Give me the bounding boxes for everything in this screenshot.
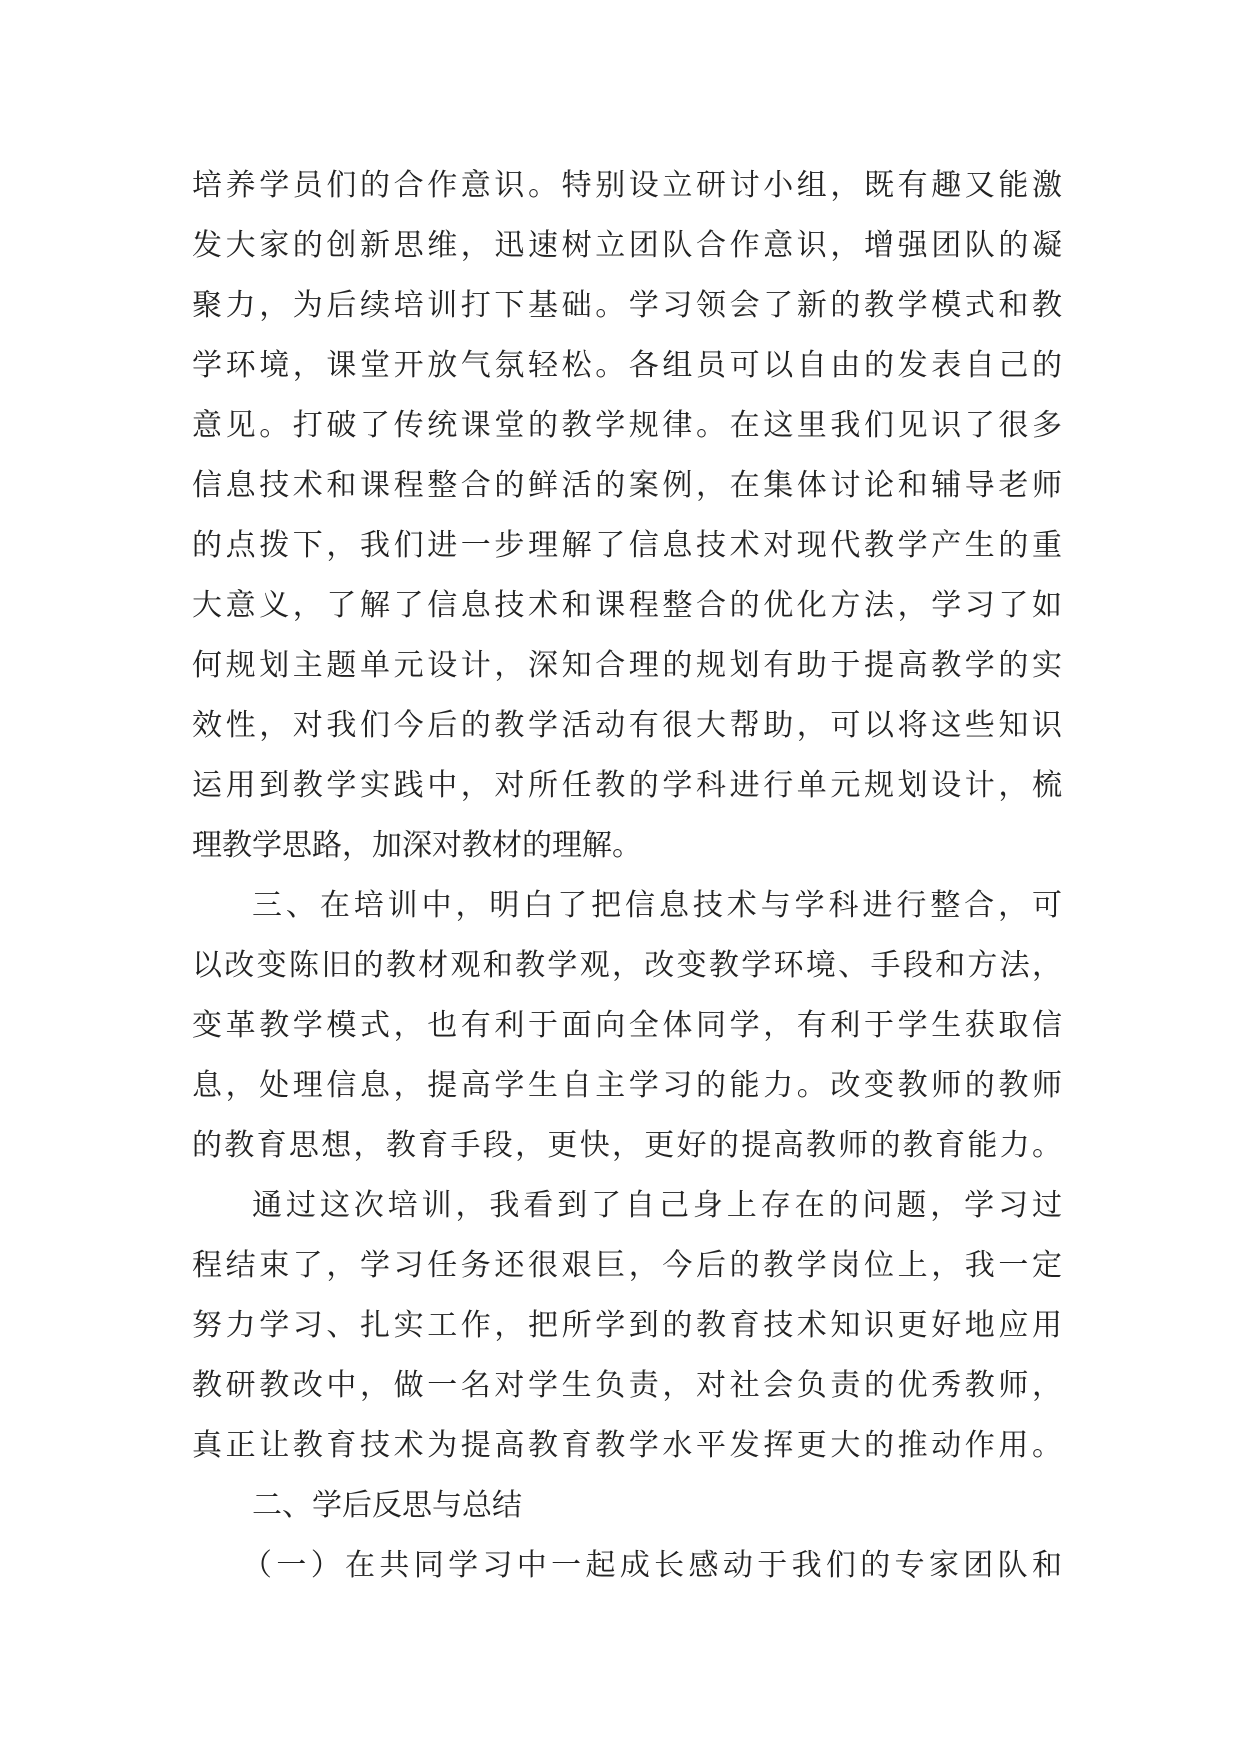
paragraph-conclusion-start: 通过这次培训，我看到了自己身上存在的问题，学习过 — [252, 1188, 1062, 1223]
text-line: 真正让教育技术为提高教育教学水平发挥更大的推动作用。 — [192, 1428, 1062, 1463]
text-line: 教研教改中，做一名对学生负责，对社会负责的优秀教师， — [192, 1368, 1062, 1403]
text-line: 意见。打破了传统课堂的教学规律。在这里我们见识了很多 — [192, 408, 1062, 443]
body-text — [192, 156, 1062, 1596]
text-line: 学环境，课堂开放气氛轻松。各组员可以自由的发表自己的 — [192, 348, 1062, 383]
subsection-heading-one: （一）在共同学习中一起成长感动于我们的专家团队和 — [242, 1548, 1062, 1583]
text-line: 培养学员们的合作意识。特别设立研讨小组，既有趣又能激 — [192, 168, 1062, 203]
text-line: 聚力，为后续培训打下基础。学习领会了新的教学模式和教 — [192, 288, 1062, 323]
text-line: 的点拨下，我们进一步理解了信息技术对现代教学产生的重 — [192, 528, 1062, 563]
text-line: 理教学思路，加深对教材的理解。 — [192, 828, 642, 863]
text-line: 效性，对我们今后的教学活动有很大帮助，可以将这些知识 — [192, 708, 1062, 743]
text-line: 大意义，了解了信息技术和课程整合的优化方法，学习了如 — [192, 588, 1062, 623]
text-line: 发大家的创新思维，迅速树立团队合作意识，增强团队的凝 — [192, 228, 1062, 263]
paragraph-three-start: 三、在培训中，明白了把信息技术与学科进行整合，可 — [252, 888, 1062, 923]
section-heading-reflection: 二、学后反思与总结 — [252, 1488, 522, 1523]
text-line: 信息技术和课程整合的鲜活的案例，在集体讨论和辅导老师 — [192, 468, 1062, 503]
text-line: 的教育思想，教育手段，更快，更好的提高教师的教育能力。 — [192, 1128, 1062, 1163]
text-line: 何规划主题单元设计，深知合理的规划有助于提高教学的实 — [192, 648, 1062, 683]
text-line: 努力学习、扎实工作，把所学到的教育技术知识更好地应用 — [192, 1308, 1062, 1343]
text-line: 变革教学模式，也有利于面向全体同学，有利于学生获取信 — [192, 1008, 1062, 1043]
text-line: 以改变陈旧的教材观和教学观，改变教学环境、手段和方法， — [192, 948, 1062, 983]
text-line: 息，处理信息，提高学生自主学习的能力。改变教师的教师 — [192, 1068, 1062, 1103]
text-line: 运用到教学实践中，对所任教的学科进行单元规划设计，梳 — [192, 768, 1062, 803]
text-line: 程结束了，学习任务还很艰巨，今后的教学岗位上，我一定 — [192, 1248, 1062, 1283]
